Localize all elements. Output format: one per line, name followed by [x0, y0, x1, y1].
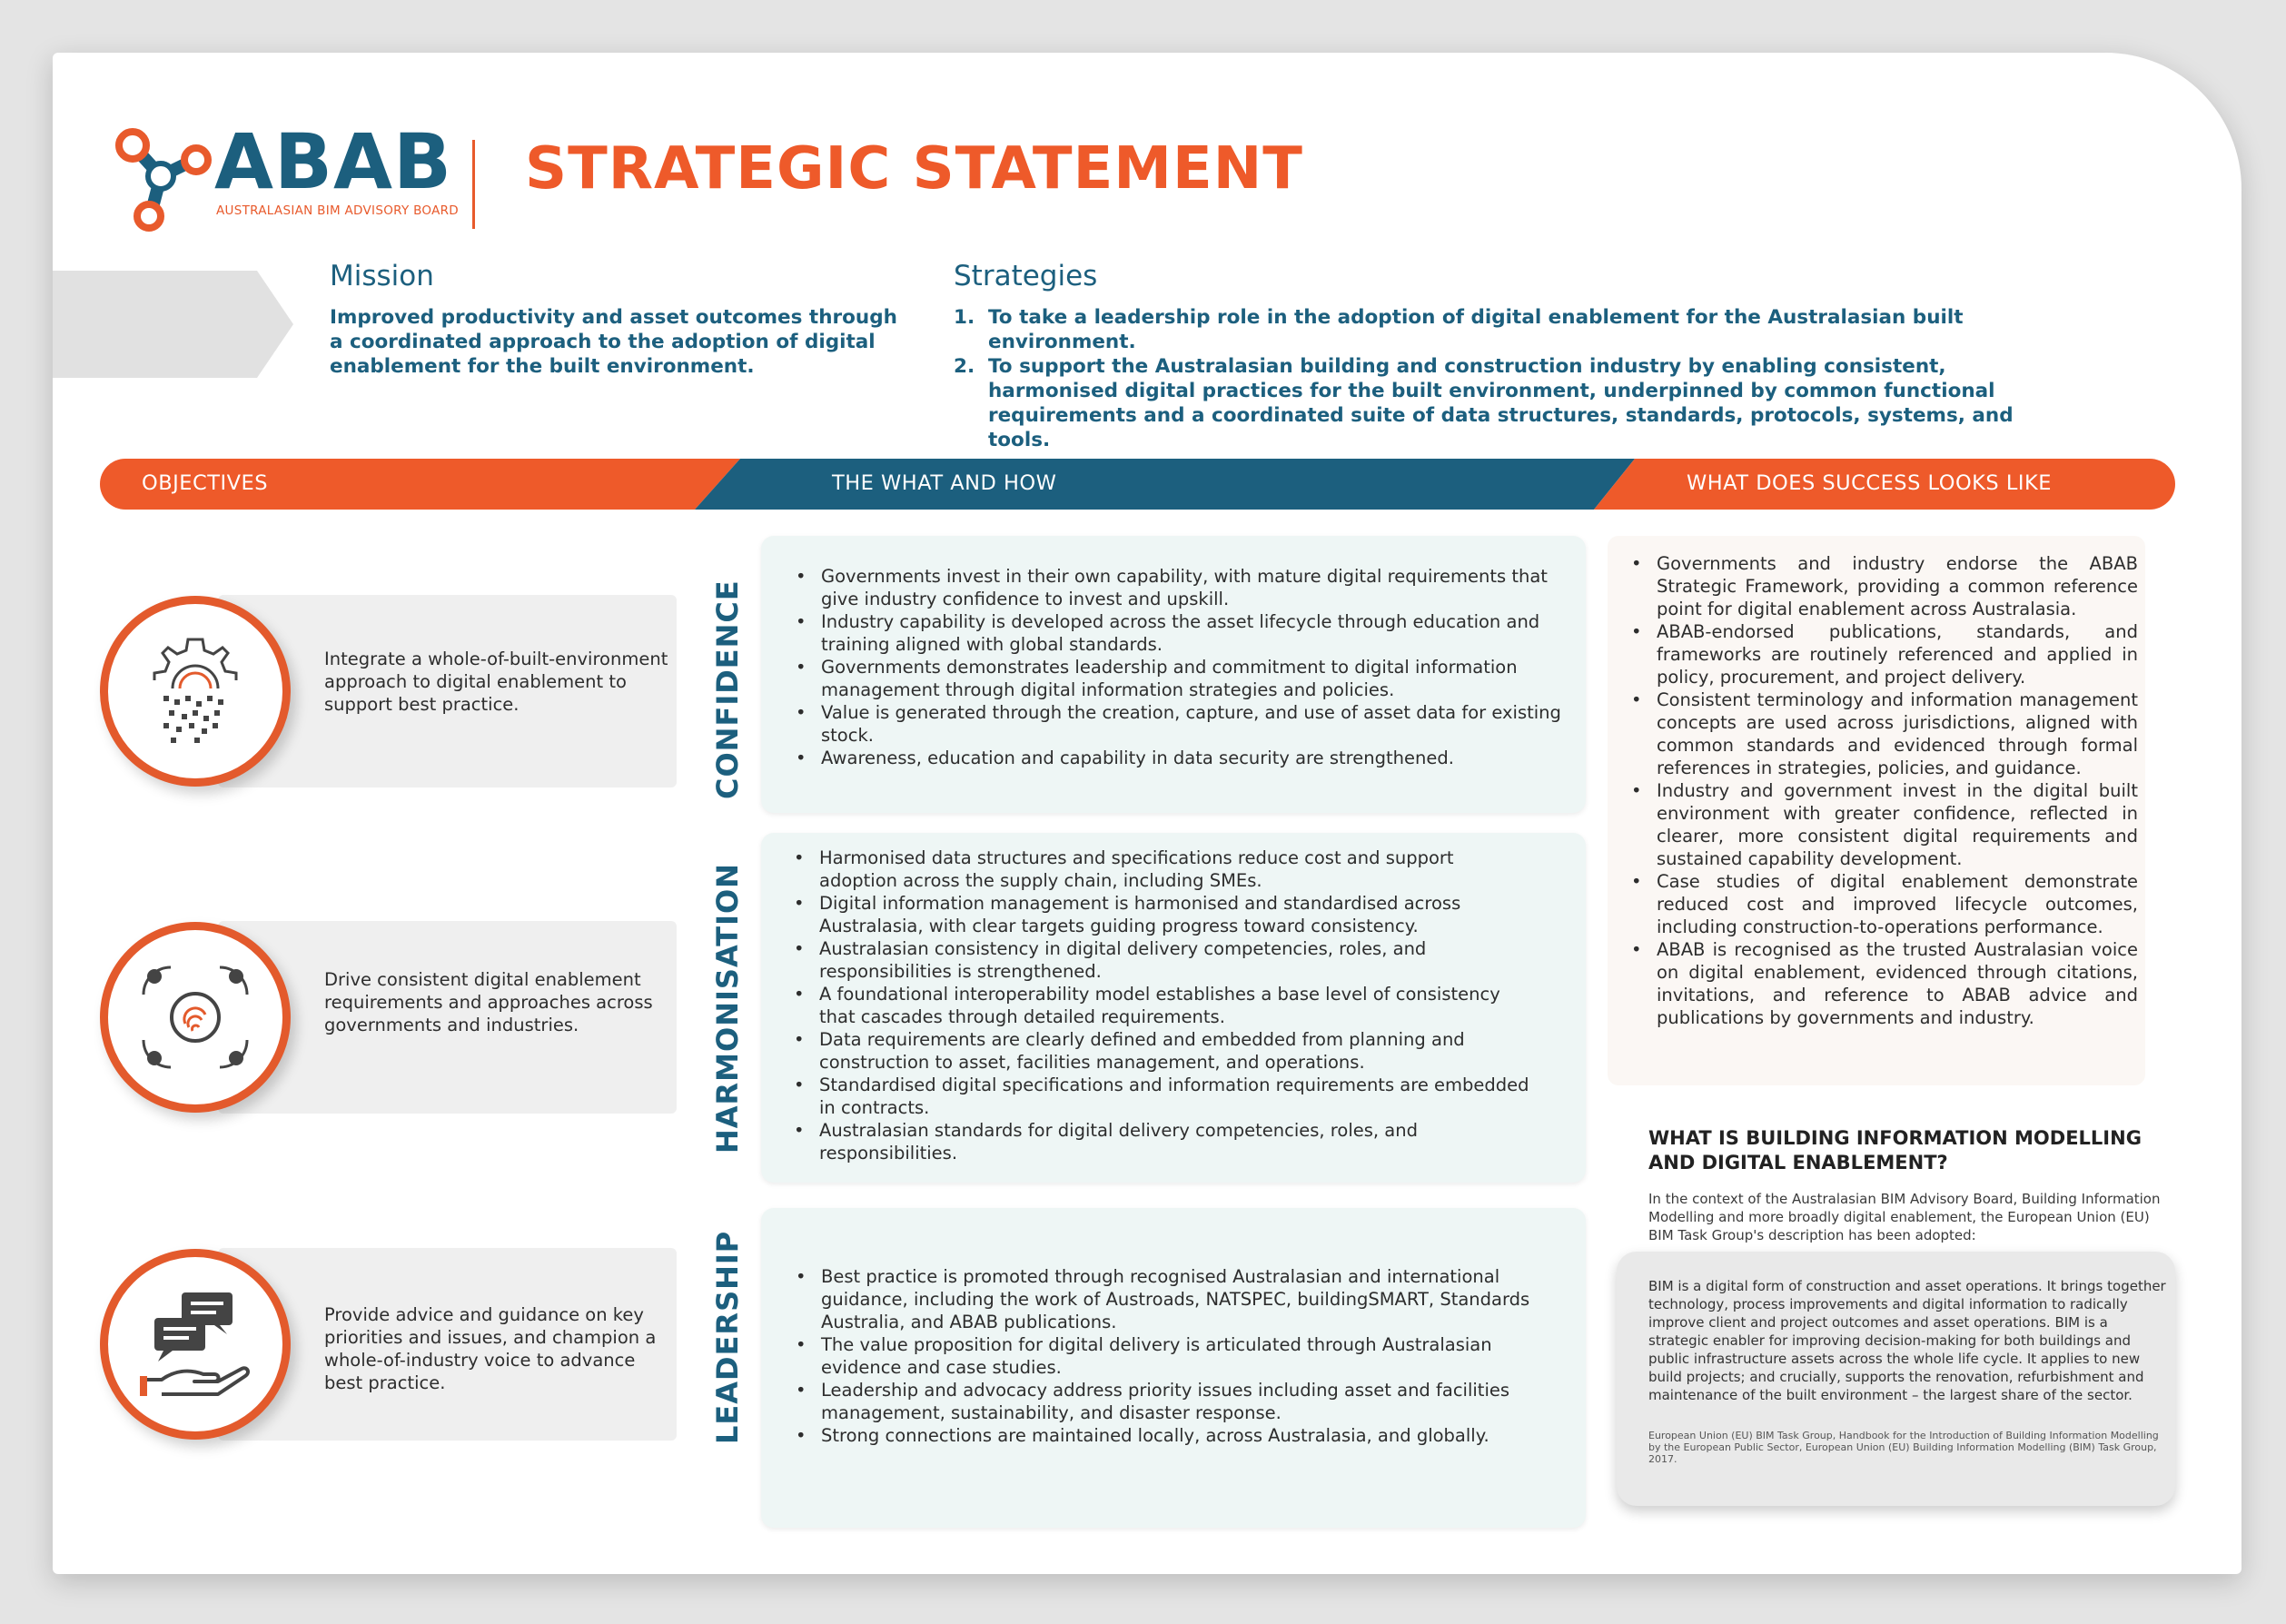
confidence-item: • Industry capability is developed across the asset lifecycle through education and training aligned with global standards. [787, 610, 1568, 656]
objective-circle [100, 922, 291, 1113]
harmonisation-item: • Australasian standards for digital delivery competencies, roles, and responsibilities. [785, 1119, 1529, 1164]
bim-reference: European Union (EU) BIM Task Group, Handbook for the Introduction of Building Information Modelling by the European Public Sector, European Union (EU) Building Information Modelling (BIM) Task Group, 2017. [1648, 1430, 2159, 1465]
gear-fingerprint-icon [136, 632, 254, 750]
arrow-tab-decoration [53, 271, 298, 378]
logo-subtitle: AUSTRALASIAN BIM ADVISORY BOARD [216, 203, 460, 218]
leadership-item: • Strong connections are maintained locally, across Australasia, and globally. [787, 1424, 1568, 1447]
strategy-text: To support the Australasian building and construction industry by enabling consistent, harmonised digital practices for the built environment, underpinned by common functional requirements and a coordinated suite of data structures, standards, protocols, systems, and tools. [988, 355, 2014, 451]
objective-text: Drive consistent digital enablement requirements and approaches across governments and industries. [324, 969, 653, 1035]
strategies-heading: Strategies [954, 260, 1098, 292]
success-list [1622, 552, 2138, 1029]
strategy-item [954, 354, 2080, 452]
objective-circle [100, 596, 291, 787]
objective-circle [100, 1249, 291, 1440]
success-item: • Industry and government invest in the digital built environment with greater confidence, reflected in clearer, more consistent digital requirements and sustained capability development. [1622, 779, 2138, 870]
harmonisation-item: • Australasian consistency in digital delivery competencies, roles, and responsibilities is strengthened. [785, 937, 1529, 983]
harmonisation-item: • Standardised digital specifications and information requirements are embedded in contracts. [785, 1074, 1529, 1119]
bim-title: WHAT IS BUILDING INFORMATION MODELLING AND DIGITAL ENABLEMENT? [1648, 1127, 2142, 1173]
leadership-item: • Best practice is promoted through recognised Australasian and international guidance, including the work of Austroads, NATSPEC, buildingSMART, Standards Australia, and ABAB publications. [787, 1265, 1568, 1333]
strategy-text: To take a leadership role in the adoption of digital enablement for the Australasian built environment. [988, 306, 1964, 353]
banner-success: WHAT DOES SUCCESS LOOKS LIKE [1687, 471, 2052, 495]
objective-text: Integrate a whole-of-built-environment approach to digital enablement to support best practice. [324, 649, 668, 715]
success-item: • ABAB is recognised as the trusted Australasian voice on digital enablement, evidenced through citations, invitations, and reference to ABAB advice and publications by governments and industry. [1622, 938, 2138, 1029]
pillar-label-confidence: CONFIDENCE [710, 579, 745, 799]
bim-body: BIM is a digital form of construction and asset operations. It brings together technology, process improvements and digital information to radically improve client and project outcomes and asset operations. BIM is a strategic enabler for improving decision-making for both buildings and public infrastructure assets across the whole life cycle. It applies to new build projects; and crucially, supports the renovation, refurbishment and maintenance of the built environment – the largest share of the sector. [1648, 1278, 2166, 1403]
success-item: • Consistent terminology and information management concepts are used across jurisdictions, aligned with common standards and evidenced through formal references in strategies, policies, and guidance. [1622, 688, 2138, 779]
harmonisation-item: • Data requirements are clearly defined and embedded from planning and construction to asset, facilities management, and operations. [785, 1028, 1529, 1074]
banner-what-and-how: THE WHAT AND HOW [832, 471, 1057, 495]
harmonisation-item: • Harmonised data structures and specifications reduce cost and support adoption across the supply chain, including SMEs. [785, 847, 1529, 892]
chat-hand-icon [136, 1285, 254, 1403]
leadership-item: • The value proposition for digital delivery is articulated through Australasian evidence and case studies. [787, 1333, 1568, 1379]
pillar-label-leadership: LEADERSHIP [710, 1230, 745, 1444]
bim-intro: In the context of the Australasian BIM Advisory Board, Building Information Modelling and more broadly digital enablement, the European Union (EU) BIM Task Group's description has been adopted: [1648, 1191, 2161, 1243]
confidence-item: • Governments demonstrates leadership and commitment to digital information management through digital information strategies and policies. [787, 656, 1568, 701]
success-item: • Governments and industry endorse the ABAB Strategic Framework, providing a common reference point for digital enablement across Australasia. [1622, 552, 2138, 620]
success-item: • Case studies of digital enablement demonstrate reduced cost and improved lifecycle outcomes, including construction-to-operations performance. [1622, 870, 2138, 938]
leadership-list [787, 1265, 1568, 1447]
success-item: • ABAB-endorsed publications, standards, and frameworks are routinely referenced and applied in policy, procurement, and project delivery. [1622, 620, 2138, 688]
header-divider [472, 140, 475, 229]
confidence-list [787, 565, 1568, 769]
pillar-label-harmonisation: HARMONISATION [710, 863, 745, 1154]
strategies-list [954, 305, 2080, 452]
mission-text: Improved productivity and asset outcomes through a coordinated approach to the adoption of digital enablement for the built environment. [330, 306, 897, 378]
strategy-number: 1. [954, 306, 975, 329]
harmonisation-item: • Digital information management is harmonised and standardised across Australasia, with clear targets guiding progress toward consistency. [785, 892, 1529, 937]
mission-heading: Mission [330, 260, 434, 292]
confidence-item: • Value is generated through the creation, capture, and use of asset data for existing stock. [787, 701, 1568, 747]
abab-logo-icon [107, 125, 214, 233]
objective-text: Provide advice and guidance on key priorities and issues, and champion a whole-of-industry voice to advance best practice. [324, 1304, 657, 1393]
harmonisation-list [785, 847, 1529, 1164]
confidence-item: • Awareness, education and capability in data security are strengthened. [787, 747, 1568, 769]
banner-objectives: OBJECTIVES [142, 471, 268, 495]
confidence-item: • Governments invest in their own capability, with mature digital requirements that give industry confidence to invest and upskill. [787, 565, 1568, 610]
page-title: STRATEGIC STATEMENT [525, 135, 1303, 203]
logo-wordmark: ABAB [214, 117, 453, 206]
strategy-item [954, 305, 2080, 354]
leadership-item: • Leadership and advocacy address priority issues including asset and facilities management, sustainability, and disaster response. [787, 1379, 1568, 1424]
strategy-number: 2. [954, 355, 975, 378]
harmonisation-item: • A foundational interoperability model establishes a base level of consistency that cascades through detailed requirements. [785, 983, 1529, 1028]
network-fingerprint-icon [136, 958, 254, 1076]
